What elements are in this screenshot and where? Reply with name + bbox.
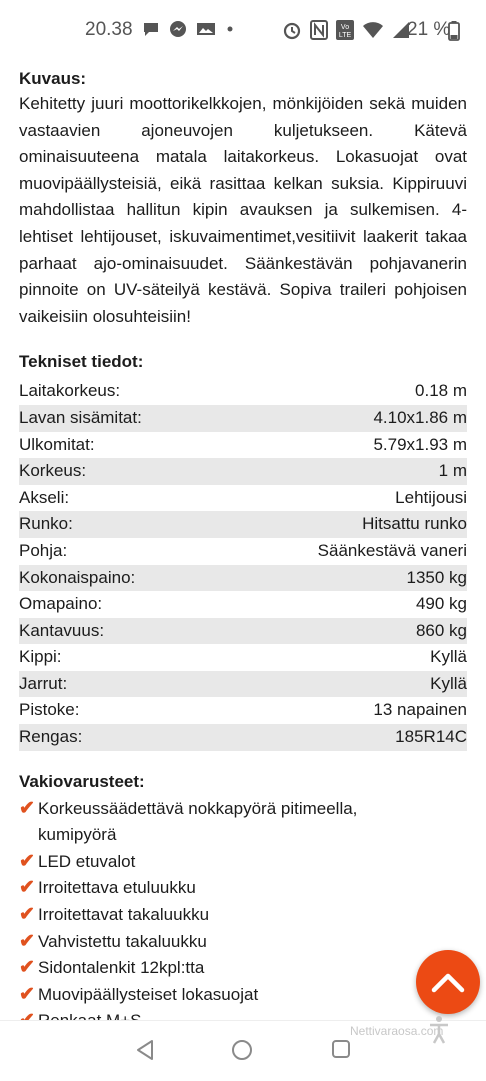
spec-label: Runko:	[19, 514, 73, 534]
spec-row	[19, 378, 467, 405]
battery-percent: 21 %	[407, 19, 451, 40]
feature-text: Irroitettava etuluukku	[38, 878, 196, 898]
spec-label: Ulkomitat:	[19, 434, 95, 454]
feature-text: Sidontalenkit 12kpl:tta	[38, 958, 205, 978]
dot-icon	[225, 20, 235, 38]
feature-text: Irroitettavat takaluukku	[38, 905, 210, 925]
battery-icon	[448, 21, 460, 41]
spec-value: Lehtijousi	[395, 487, 467, 507]
svg-text:LTE: LTE	[338, 32, 352, 39]
feature-item	[19, 796, 467, 823]
spec-value: 5.79x1.93 m	[373, 434, 467, 454]
messenger-icon	[169, 20, 187, 38]
description-text: Kehitetty juuri moottorikelkkojen, mönkijöiden sekä muiden vastaavien ajoneuvojen kuljetukseen. Kätevä ominaisuuteena matala laitakorkeus. Lokasuojat ovat muovipäällysteisiä, eikä rasittaa kelkan suksia. Kippiruuvi mahdollistaa hallitun kipin avauksen ja sulkemisen. 4-lehtiset lehtijouset, iskuvaimentimet,vesitiivit laakerit takaa parhaat ajo-ominaisuudet. Säänkestävän pohjavanerin pinnoite on UV-säteilyä kestävä. Sopiva traileri pohjoisen vaikeisiin olosuhteisiin!	[19, 94, 467, 326]
indent-spacer	[19, 822, 38, 849]
spec-value: 4.10x1.86 m	[373, 407, 467, 427]
nfc-icon	[310, 20, 328, 40]
svg-text:Vo: Vo	[340, 24, 350, 31]
spec-value: 13 napainen	[373, 700, 467, 720]
spec-row	[19, 671, 467, 698]
features-list	[19, 796, 467, 1035]
spec-row	[19, 697, 467, 724]
spec-value: 1 m	[438, 461, 467, 481]
spec-row	[19, 644, 467, 671]
spec-row	[19, 591, 467, 618]
spec-value: 0.18 m	[415, 381, 467, 401]
spec-value: Hitsattu runko	[362, 514, 467, 534]
spec-row	[19, 405, 467, 432]
spec-value: Kyllä	[430, 673, 467, 693]
feature-text: Korkeussäädettävä nokkapyörä pitimeella,	[38, 798, 358, 818]
spec-value: 860 kg	[415, 620, 467, 640]
check-icon: ✔	[19, 930, 35, 952]
spec-row	[19, 565, 467, 592]
check-icon: ✔	[19, 850, 35, 872]
spec-row	[19, 724, 467, 751]
system-icons	[282, 20, 410, 40]
feature-text: kumipyörä	[38, 825, 117, 845]
chevron-up-icon	[431, 971, 465, 993]
spec-value: 1350 kg	[406, 567, 467, 587]
spec-label: Akseli:	[19, 487, 70, 507]
spec-label: Pistoke:	[19, 700, 80, 720]
check-icon: ✔	[19, 983, 35, 1005]
feature-text: Vahvistettu takaluukku	[38, 931, 207, 951]
status-bar	[0, 0, 486, 62]
spec-row	[19, 458, 467, 485]
check-icon: ✔	[19, 877, 35, 899]
feature-item-continuation	[19, 822, 467, 849]
spec-row	[19, 538, 467, 565]
specs-title: Tekniset tiedot:	[19, 352, 144, 372]
feature-text: Muovipäällysteiset lokasuojat	[38, 984, 259, 1004]
product-details	[19, 67, 467, 1035]
notification-icons	[142, 20, 235, 38]
wifi-icon	[362, 20, 384, 40]
spec-label: Lavan sisämitat:	[19, 407, 142, 427]
feature-item	[19, 902, 467, 929]
recents-square-icon[interactable]	[331, 1039, 351, 1059]
feature-item	[19, 982, 467, 1009]
spec-value: Säänkestävä vaneri	[317, 540, 467, 560]
spec-value: Kyllä	[430, 647, 467, 667]
back-triangle-icon[interactable]	[134, 1039, 156, 1061]
spec-label: Kantavuus:	[19, 620, 105, 640]
clock: 20.38	[85, 19, 133, 40]
feature-item	[19, 849, 467, 876]
features-title: Vakiovarusteet:	[19, 771, 145, 791]
spec-row	[19, 618, 467, 645]
feature-text: LED etuvalot	[38, 851, 136, 871]
spec-row	[19, 432, 467, 459]
chat-bubble-icon	[142, 20, 160, 38]
spec-label: Omapaino:	[19, 594, 103, 614]
specs-table	[19, 378, 467, 750]
spec-value: 185R14C	[395, 727, 467, 747]
spec-row	[19, 485, 467, 512]
gallery-icon	[196, 20, 216, 38]
spec-label: Korkeus:	[19, 461, 87, 481]
spec-label: Pohja:	[19, 540, 68, 560]
feature-item	[19, 929, 467, 956]
spec-label: Jarrut:	[19, 673, 68, 693]
check-icon: ✔	[19, 797, 35, 819]
spec-label: Rengas:	[19, 727, 83, 747]
spec-label: Kippi:	[19, 647, 62, 667]
check-icon: ✔	[19, 957, 35, 979]
description-title: Kuvaus:	[19, 69, 87, 88]
spec-label: Laitakorkeus:	[19, 381, 121, 401]
watermark: Nettivaraosa.com	[350, 1024, 444, 1038]
volte-icon	[336, 20, 354, 40]
feature-item	[19, 955, 467, 982]
spec-value: 490 kg	[415, 594, 467, 614]
accessibility-icon[interactable]	[428, 1014, 450, 1044]
spec-row	[19, 511, 467, 538]
feature-item	[19, 875, 467, 902]
scroll-to-top-button[interactable]	[416, 950, 480, 1014]
alarm-icon	[282, 20, 302, 40]
home-circle-icon[interactable]	[231, 1039, 253, 1061]
spec-label: Kokonaispaino:	[19, 567, 136, 587]
check-icon: ✔	[19, 904, 35, 926]
